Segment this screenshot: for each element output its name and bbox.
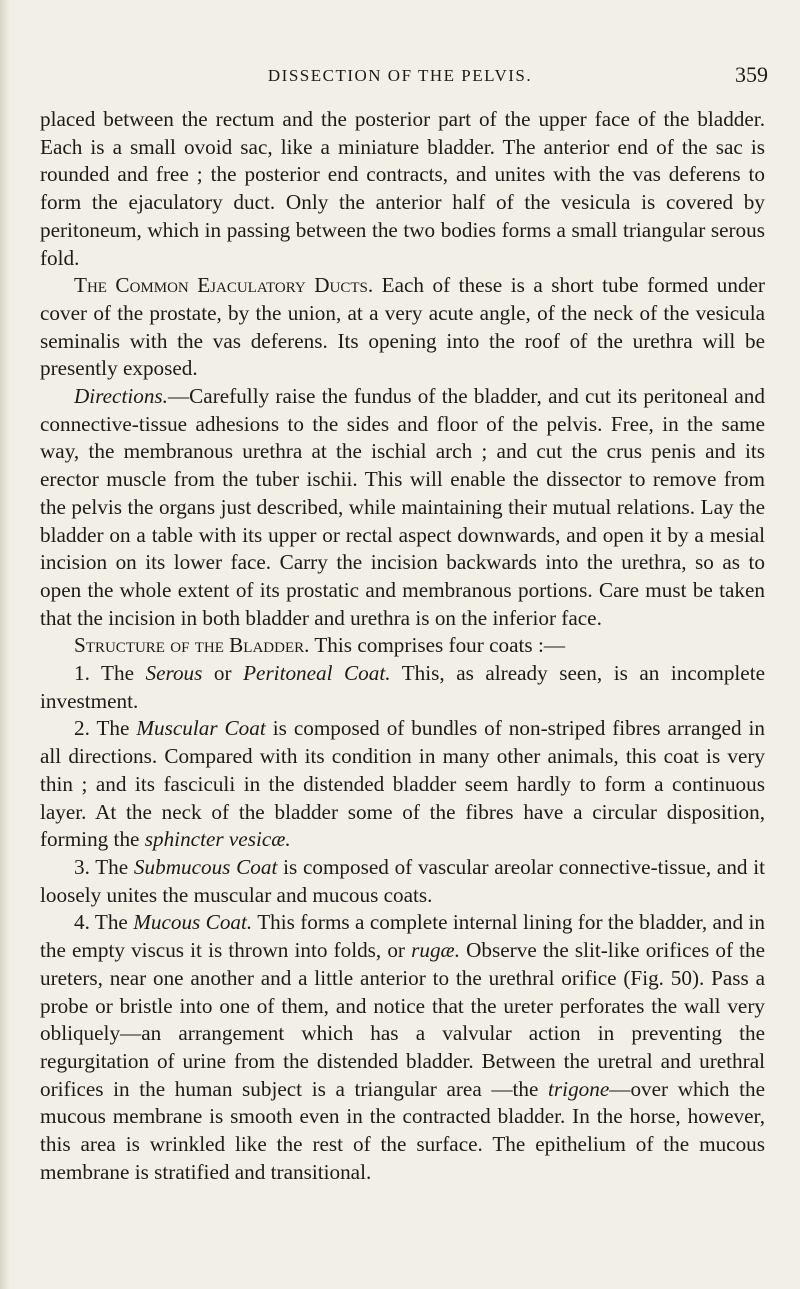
section-heading: Structure of the Bladder. bbox=[74, 633, 310, 658]
page-number: 359 bbox=[735, 62, 768, 87]
paragraph-ejaculatory-ducts: The Common Ejaculatory Ducts. Each of these is a short tube formed under cover of the prostate, by the union, at a very acute angle, of the neck of the vesicula seminalis with the vas deferens. Its opening into the roof of the urethra will be presently exposed. bbox=[40, 273, 765, 381]
list-item-submucous-coat: 3. The Submucous Coat is composed of vascular areolar connective-tissue, and it loosely unites the muscular and mucous coats. bbox=[40, 854, 766, 907]
running-head bbox=[0, 62, 800, 92]
paragraph-structure-bladder: Structure of the Bladder. This comprises four coats :— bbox=[74, 633, 566, 658]
page-body bbox=[40, 106, 765, 1186]
directions-heading: Directions. bbox=[74, 384, 168, 409]
section-heading: The Common Ejaculatory Ducts. bbox=[74, 273, 374, 298]
paragraph-directions: Directions.—Carefully raise the fundus of the bladder, and cut its peritoneal and connective-tissue adhesions to the sides and floor of the pelvis. Free, in the same way, the membranous urethra at the ischial arch ; and cut the crus penis and its erector muscle from the tuber ischii. This will enable the dissector to remove from the pelvis the organs just described, while maintaining their mutual relations. Lay the bladder on a table with its upper or rectal aspect downwards, and open it by a mesial incision on its lower face. Carry the incision backwards into the urethra, so as to open the whole extent of its prostatic and membranous portions. Care must be taken that the incision in both bladder and urethra is on the inferior face. bbox=[40, 384, 765, 630]
running-title: DISSECTION OF THE PELVIS. bbox=[267, 66, 533, 85]
list-item-serous-coat: 1. The Serous or Peritoneal Coat. This, as already seen, is an incomplete investment. bbox=[40, 661, 765, 713]
list-item-mucous-coat: 4. The Mucous Coat. This forms a complete internal lining for the bladder, and in the empty viscus it is thrown into folds, or rugæ. Observe the slit-like orifices of the ureters, near one another and a little anterior to the urethral orifice (Fig. 50). Pass a probe or bristle into one of them, and notice that the ureter perforates the wall very obliquely—an arrangement which has a valvular action in preventing the regurgitation of urine from the distended bladder. Between the uretral and urethral orifices in the human subject is a triangular area —the trigone—over which the mucous membrane is smooth even in the contracted bladder. In the horse, however, this area is wrinkled like the rest of the surface. The epithelium of the mucous membrane is stratified and transitional. bbox=[40, 910, 766, 1184]
list-item-muscular-coat: 2. The Muscular Coat is composed of bundles of non-striped fibres arranged in all directions. Compared with its condition in many other animals, this coat is very thin ; and its fasciculi in the distended bladder seem hardly to form a continuous layer. At the neck of the bladder some of the fibres have a circular disposition, forming the sphincter vesicæ. bbox=[40, 716, 765, 852]
page-edge-shadow bbox=[0, 0, 10, 1289]
paragraph-vesicula: placed between the rectum and the posterior part of the upper face of the bladder. Each is a small ovoid sac, like a miniature bladder. The anterior end of the sac is rounded and free ; the posterior end contracts, and unites with the vas deferens to form the ejaculatory duct. Only the anterior half of the vesicula is covered by peritoneum, which in passing between the two bodies forms a small triangular serous fold. bbox=[40, 107, 765, 270]
